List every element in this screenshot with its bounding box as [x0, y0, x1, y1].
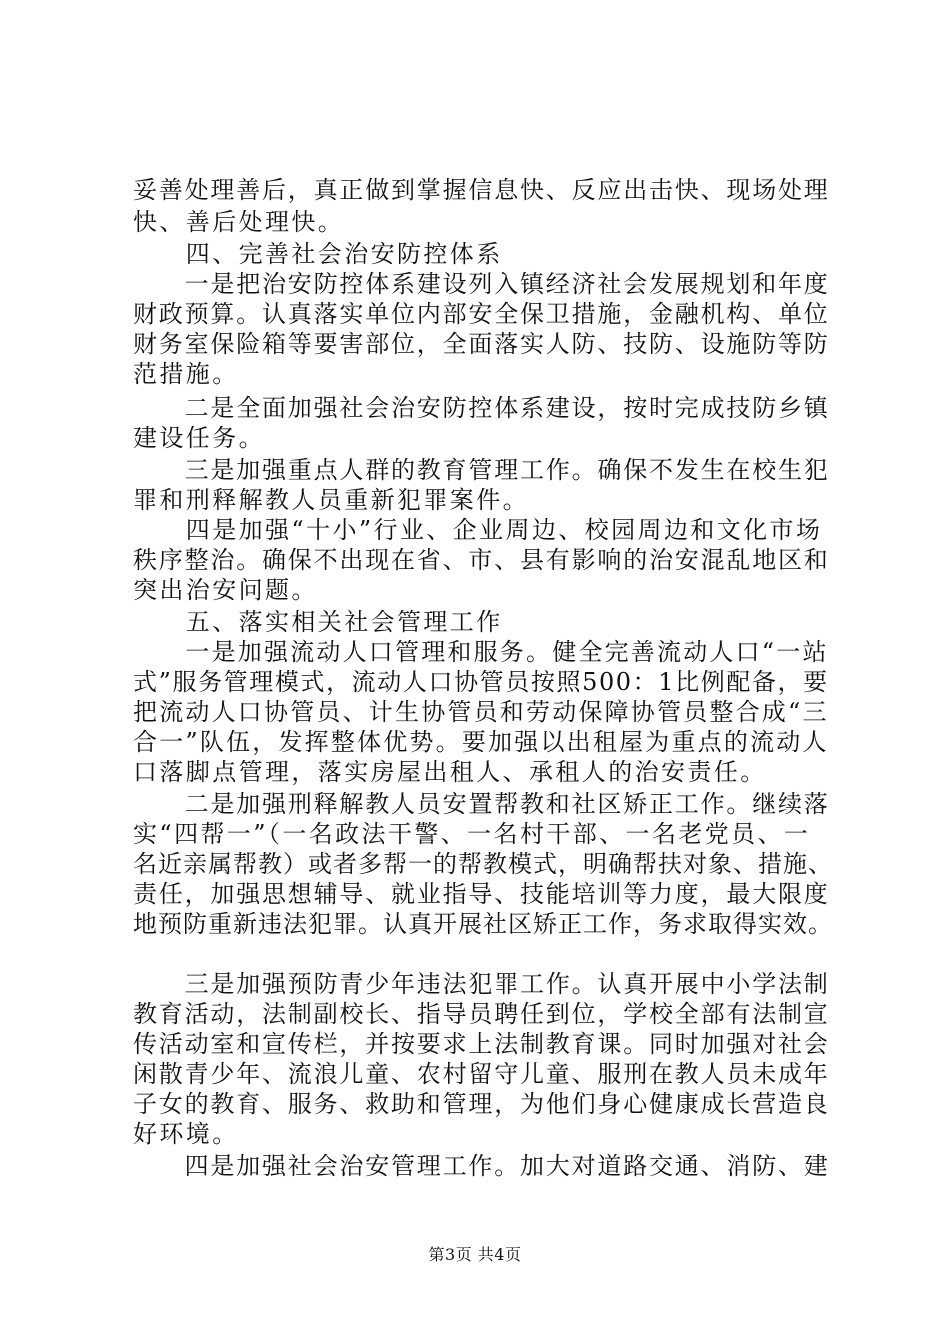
text-line: 式”服务管理模式，流动人口协管员按照500：1比例配备，要 [133, 668, 829, 696]
text-line: 建设任务。 [133, 424, 265, 452]
text-line: 财务室保险箱等要害部位，全面落实人防、技防、设施防等防 [133, 330, 830, 358]
text-line: 一是把治安防控体系建设列入镇经济社会发展规划和年度 [133, 270, 830, 298]
text-line: 四是加强社会治安管理工作。加大对道路交通、消防、建 [133, 1152, 830, 1180]
text-line: 范措施。 [133, 360, 239, 388]
page-number-footer: 第3页 共4页 [428, 1245, 522, 1264]
text-line: 二是加强刑释解教人员安置帮教和社区矫正工作。继续落 [133, 790, 830, 818]
text-line: 把流动人口协管员、计生协管员和劳动保障协管员整合成“三 [133, 698, 829, 726]
text-line: 名近亲属帮教）或者多帮一的帮教模式，明确帮扶对象、措施、 [133, 850, 833, 878]
text-line: 三是加强重点人群的教育管理工作。确保不发生在校生犯 [133, 456, 830, 484]
text-line: 教育活动，法制副校长、指导员聘任到位，学校全部有法制宣 [133, 1000, 830, 1028]
section-heading: 四、完善社会治安防控体系 [133, 240, 503, 268]
text-line: 快、善后处理快。 [133, 208, 345, 236]
text-line: 三是加强预防青少年违法犯罪工作。认真开展中小学法制 [133, 970, 830, 998]
text-line: 传活动室和宣传栏，并按要求上法制教育课。同时加强对社会 [133, 1030, 830, 1058]
text-line: 秩序整治。确保不出现在省、市、县有影响的治安混乱地区和 [133, 546, 830, 574]
text-line: 罪和刑释解教人员重新犯罪案件。 [133, 486, 529, 514]
text-line: 合一”队伍，发挥整体优势。要加强以出租屋为重点的流动人 [133, 728, 829, 756]
text-line: 责任，加强思想辅导、就业指导、技能培训等力度，最大限度 [133, 880, 830, 908]
text-line: 闲散青少年、流浪儿童、农村留守儿童、服刑在教人员未成年 [133, 1060, 830, 1088]
text-line: 四是加强“十小”行业、企业周边、校园周边和文化市场 [133, 516, 823, 544]
text-line: 财政预算。认真落实单位内部安全保卫措施，金融机构、单位 [133, 300, 830, 328]
text-line: 妥善处理善后，真正做到掌握信息快、反应出击快、现场处理 [133, 176, 830, 204]
text-line: 地预防重新违法犯罪。认真开展社区矫正工作，务求取得实效。 [133, 910, 833, 938]
text-line: 二是全面加强社会治安防控体系建设，按时完成技防乡镇 [133, 394, 830, 422]
section-heading: 五、落实相关社会管理工作 [133, 608, 503, 636]
text-line: 实“四帮一”（一名政法干警、一名村干部、一名老党员、一 [133, 820, 811, 848]
text-line: 一是加强流动人口管理和服务。健全完善流动人口“一站 [133, 638, 829, 666]
text-line: 口落脚点管理，落实房屋出租人、承租人的治安责任。 [133, 758, 767, 786]
text-line: 突出治安问题。 [133, 576, 318, 604]
text-line: 好环境。 [133, 1120, 239, 1148]
text-line: 子女的教育、服务、救助和管理，为他们身心健康成长营造良 [133, 1090, 830, 1118]
